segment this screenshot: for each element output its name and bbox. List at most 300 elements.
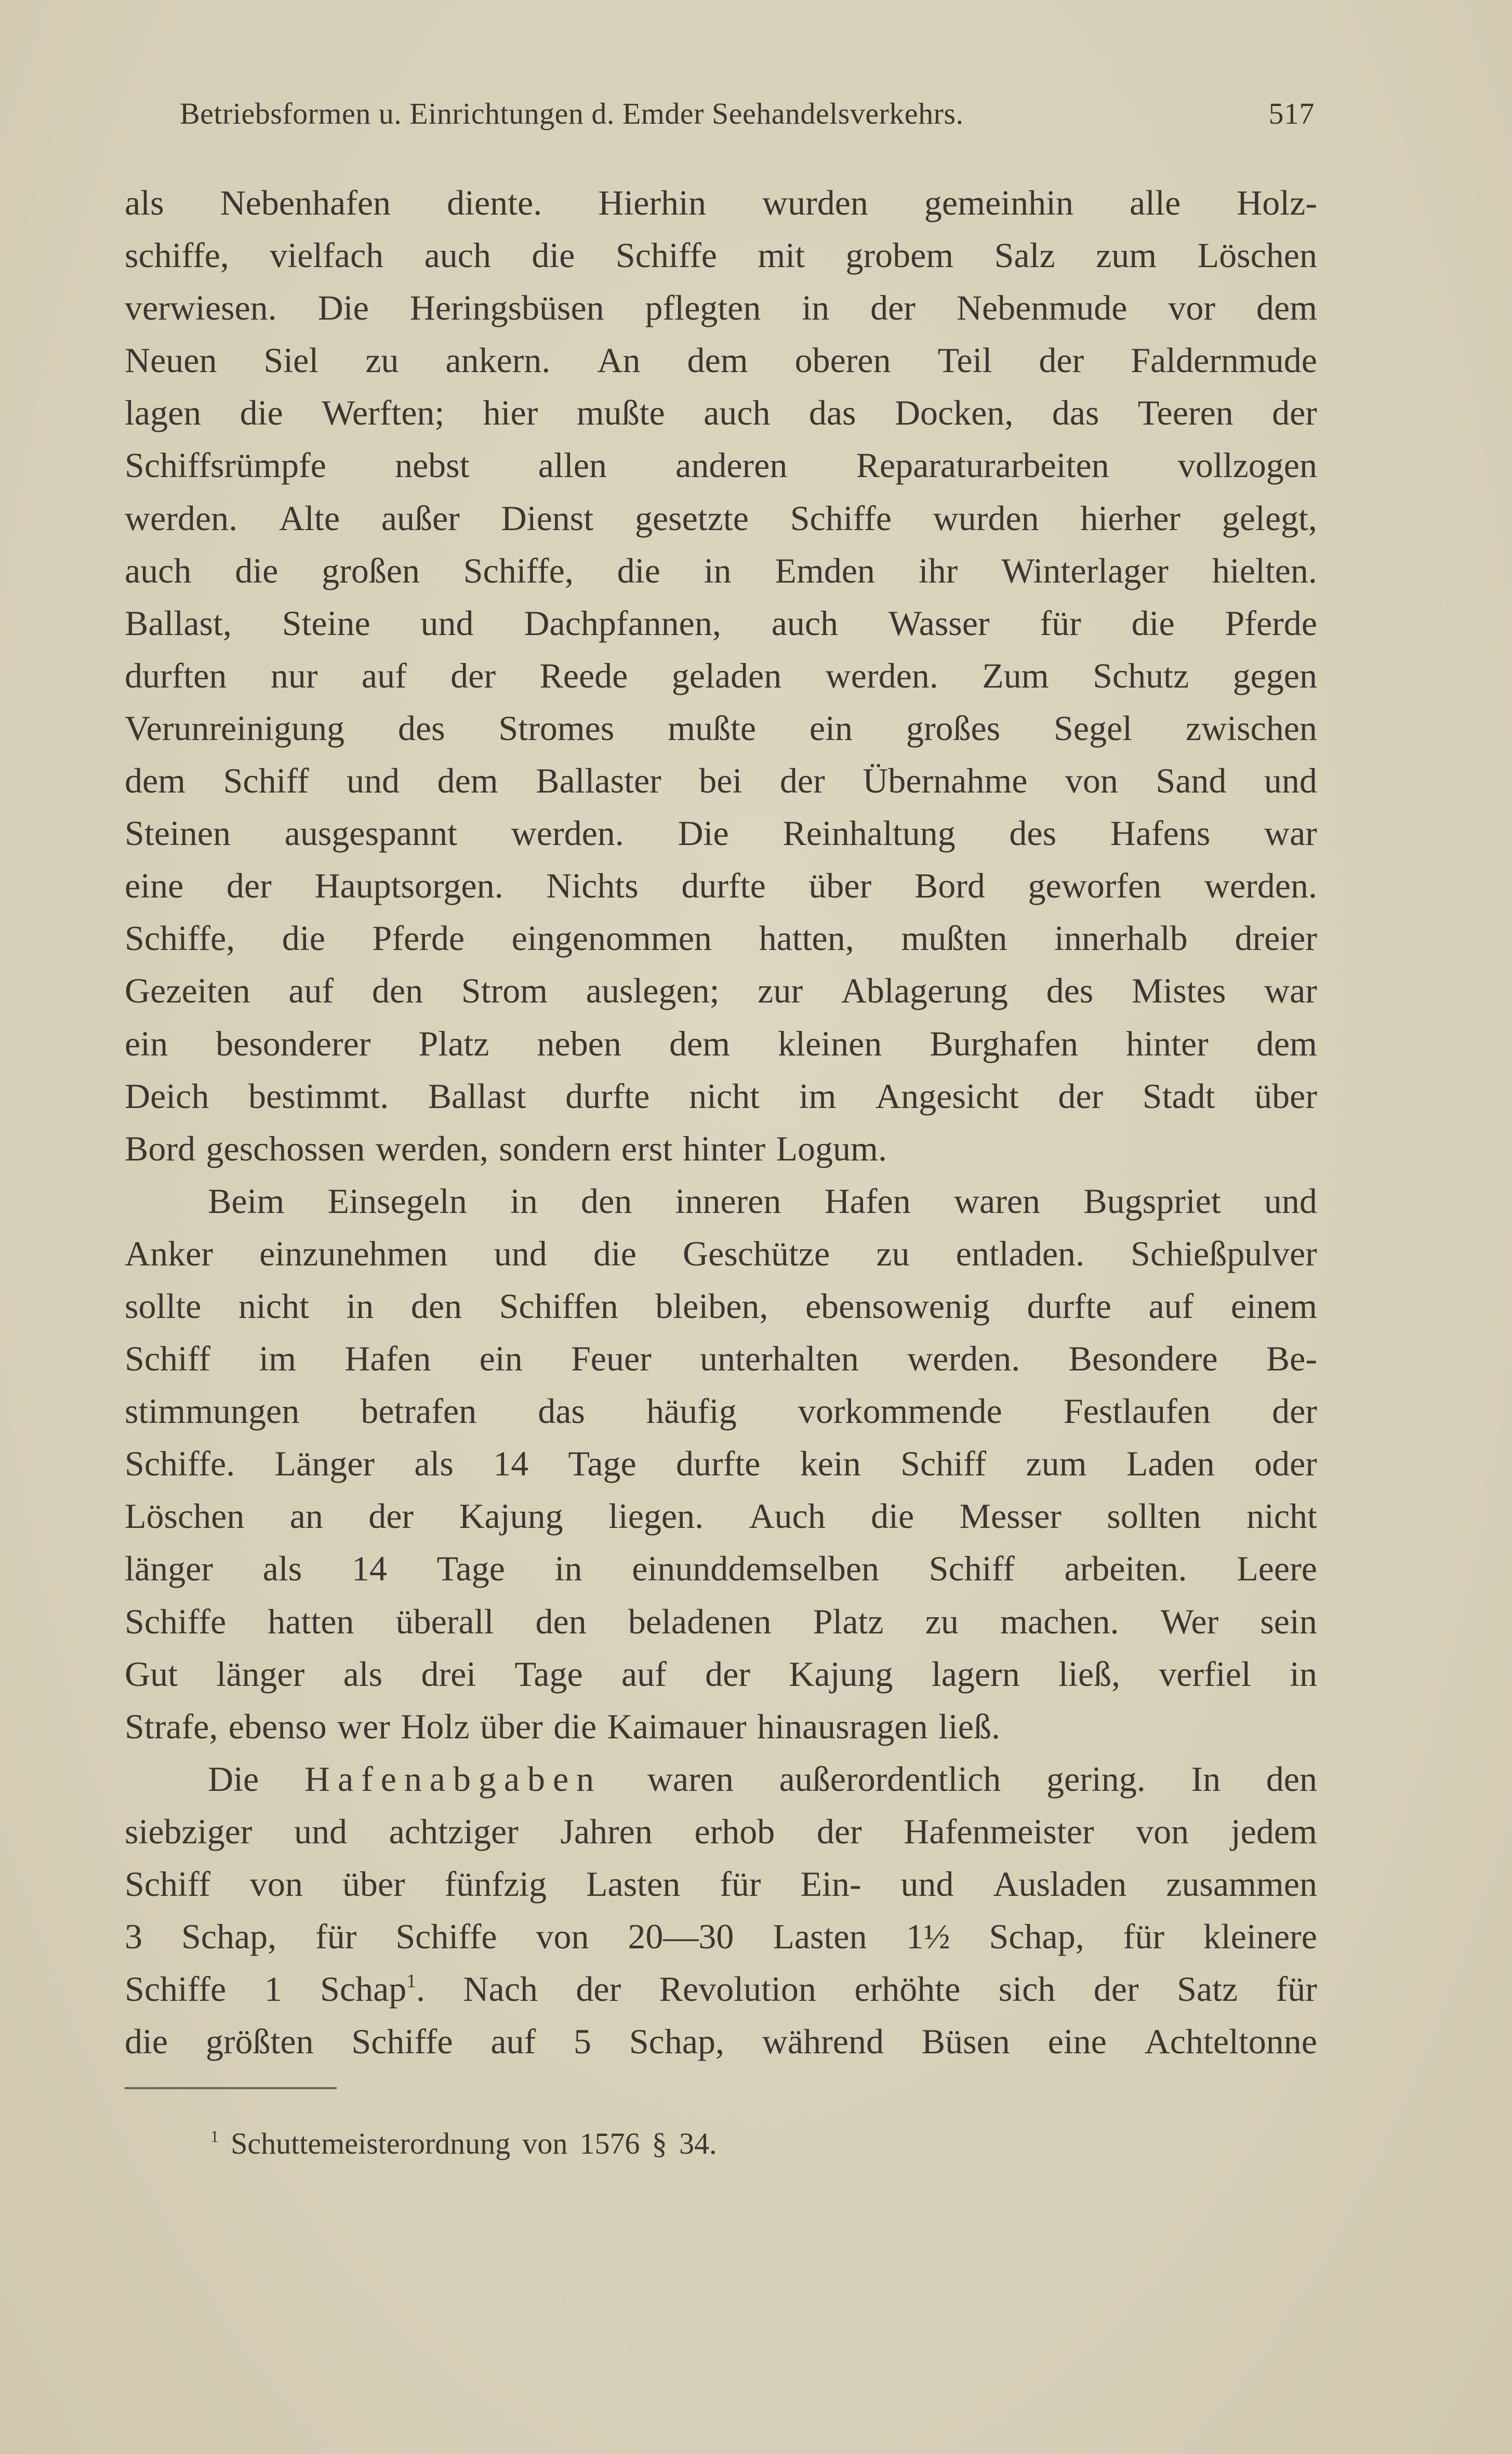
word: Schap, bbox=[989, 1917, 1084, 1957]
word: durften bbox=[125, 655, 227, 695]
word: Laden bbox=[1126, 1444, 1215, 1484]
word: Platz bbox=[813, 1601, 884, 1641]
word: Schiffe, bbox=[463, 550, 574, 590]
word: Pferde bbox=[1225, 603, 1317, 643]
text-line bbox=[125, 1228, 1317, 1280]
word: gelegt, bbox=[1222, 498, 1317, 538]
word: ebenso bbox=[228, 1706, 327, 1746]
word: durfte bbox=[565, 1076, 650, 1116]
word: Ballast bbox=[428, 1076, 526, 1116]
word: Heringsbüsen bbox=[409, 288, 604, 328]
word: Dienst bbox=[501, 498, 594, 538]
word: der bbox=[705, 1654, 750, 1694]
word: beladenen bbox=[628, 1601, 772, 1641]
word: Tage bbox=[568, 1444, 636, 1484]
word: in bbox=[1290, 1654, 1317, 1694]
word: Kaimauer bbox=[607, 1706, 747, 1746]
word: bestimmt. bbox=[248, 1076, 389, 1116]
word: Pferde bbox=[372, 918, 465, 958]
word: sondern bbox=[499, 1128, 611, 1168]
word: Gut bbox=[125, 1654, 178, 1694]
word: in bbox=[554, 1549, 582, 1589]
word: zum bbox=[1026, 1444, 1087, 1484]
word: Revolution bbox=[659, 1969, 816, 2009]
footnote-marker: 1 bbox=[210, 2127, 219, 2146]
word: die bbox=[532, 235, 575, 275]
word: alle bbox=[1129, 183, 1181, 222]
word: Wasser bbox=[888, 603, 990, 643]
word: nicht bbox=[689, 1076, 760, 1116]
word: die bbox=[282, 918, 325, 958]
word: Schap$^1$. bbox=[320, 1969, 425, 2009]
text-line bbox=[125, 1437, 1317, 1490]
word: verwiesen. bbox=[125, 288, 277, 328]
text-line bbox=[125, 702, 1317, 755]
text-line bbox=[125, 439, 1317, 492]
word: Schap, bbox=[181, 1917, 277, 1957]
word: für bbox=[1123, 1917, 1164, 1957]
word: die bbox=[617, 550, 660, 590]
word: Verunreinigung bbox=[125, 708, 345, 748]
text-line bbox=[125, 229, 1317, 282]
word: bei bbox=[699, 761, 742, 801]
word: über bbox=[480, 1706, 543, 1746]
word: Neuen bbox=[125, 340, 217, 380]
word: Schiffe bbox=[790, 498, 892, 538]
word: in bbox=[802, 288, 830, 328]
word: Nebenhafen bbox=[220, 183, 391, 222]
word: war bbox=[1264, 813, 1317, 853]
word: machen. bbox=[1000, 1601, 1119, 1641]
word: hierher bbox=[1080, 498, 1181, 538]
word: besonderer bbox=[216, 1023, 371, 1063]
word: Nebenmude bbox=[956, 288, 1128, 328]
word: die bbox=[871, 1496, 914, 1536]
word: im bbox=[799, 1076, 837, 1116]
word: betrafen bbox=[361, 1391, 477, 1431]
word: Be- bbox=[1266, 1339, 1317, 1379]
word: Reinhaltung bbox=[782, 813, 956, 853]
word: Löschen bbox=[125, 1496, 245, 1536]
word: Bord bbox=[125, 1128, 195, 1168]
word: von bbox=[1065, 761, 1118, 801]
word: für bbox=[1040, 603, 1081, 643]
word: die bbox=[593, 1233, 636, 1273]
word: Stadt bbox=[1142, 1076, 1215, 1116]
word: Winterlager bbox=[1001, 550, 1169, 590]
word: das bbox=[1052, 393, 1099, 433]
word: werden. bbox=[125, 498, 238, 538]
word: und bbox=[347, 761, 400, 801]
word: Teil bbox=[937, 340, 992, 380]
word: der bbox=[576, 1969, 621, 2009]
word: großes bbox=[906, 708, 1001, 748]
text-line bbox=[125, 334, 1317, 387]
word: des bbox=[1046, 971, 1094, 1011]
word: oberen bbox=[794, 340, 891, 380]
word: innerhalb bbox=[1054, 918, 1188, 958]
word: Die bbox=[317, 288, 369, 328]
word: Lasten bbox=[586, 1864, 681, 1904]
word: in bbox=[704, 550, 732, 590]
word: vor bbox=[1168, 288, 1215, 328]
text-line bbox=[125, 492, 1317, 545]
word: wurden bbox=[762, 183, 868, 222]
text-line bbox=[125, 912, 1317, 965]
text-line bbox=[125, 965, 1317, 1017]
text-line bbox=[125, 1490, 1317, 1542]
word: Steinen bbox=[125, 813, 231, 853]
word: gesetzte bbox=[634, 498, 749, 538]
text-line bbox=[125, 807, 1317, 860]
word: 20—30 bbox=[628, 1917, 734, 1957]
word: auf bbox=[621, 1654, 667, 1694]
word: hinter bbox=[1126, 1023, 1209, 1063]
text-line bbox=[125, 387, 1317, 439]
word: An bbox=[597, 340, 641, 380]
text-line bbox=[125, 1385, 1317, 1437]
word: fünfzig bbox=[444, 1864, 547, 1904]
word: Einsegeln bbox=[327, 1181, 467, 1221]
word: Schiff bbox=[125, 1864, 210, 1904]
page-number: 517 bbox=[1268, 96, 1315, 130]
paragraph bbox=[125, 1753, 1317, 2068]
text-line bbox=[125, 1018, 1317, 1070]
word: 1½ bbox=[906, 1917, 950, 1957]
word: einunddemselben bbox=[632, 1549, 880, 1589]
word: Siel bbox=[263, 340, 319, 380]
word: 5 bbox=[574, 2022, 592, 2062]
word: Festlaufen bbox=[1063, 1391, 1211, 1431]
word: zusammen bbox=[1166, 1864, 1317, 1904]
text-line bbox=[125, 177, 1317, 229]
text-line bbox=[125, 597, 1317, 650]
word: Hafens bbox=[1110, 813, 1211, 853]
word: ein bbox=[479, 1339, 523, 1379]
word: Schiff bbox=[125, 1339, 210, 1379]
word: der bbox=[1272, 1391, 1317, 1431]
word: Satz bbox=[1177, 1969, 1238, 2009]
word: siebziger bbox=[125, 1811, 253, 1851]
word: sollten bbox=[1107, 1496, 1201, 1536]
word: gering. bbox=[1046, 1759, 1146, 1799]
word: und bbox=[900, 1864, 954, 1904]
word: in bbox=[346, 1286, 374, 1326]
word: Tage bbox=[514, 1654, 583, 1694]
word: Hafen bbox=[824, 1181, 911, 1221]
word: Reede bbox=[539, 655, 628, 695]
word: Lasten bbox=[773, 1917, 867, 1957]
footnote bbox=[210, 2123, 717, 2165]
word: die bbox=[125, 2022, 168, 2062]
word: geladen bbox=[671, 655, 782, 695]
word: Auch bbox=[749, 1496, 826, 1536]
word: Schiffsrümpfe bbox=[125, 445, 326, 485]
word: lagern bbox=[931, 1654, 1020, 1694]
word: Holz- bbox=[1237, 183, 1317, 222]
word: die bbox=[235, 550, 278, 590]
word: Hafenmeister bbox=[904, 1811, 1094, 1851]
text-line bbox=[125, 1280, 1317, 1332]
word: der bbox=[226, 866, 272, 906]
word: pflegten bbox=[645, 288, 761, 328]
word: grobem bbox=[845, 235, 954, 275]
word: einzunehmen bbox=[259, 1233, 448, 1273]
word: nebst bbox=[395, 445, 470, 485]
word: wer bbox=[337, 1706, 390, 1746]
word: jedem bbox=[1230, 1811, 1317, 1851]
word: die bbox=[240, 393, 283, 433]
word: Hafenabgaben bbox=[304, 1759, 602, 1799]
word: Angesicht bbox=[876, 1076, 1019, 1116]
word: vielfach bbox=[270, 235, 384, 275]
word: Sand bbox=[1156, 761, 1227, 801]
word: für bbox=[1276, 1969, 1317, 2009]
text-line bbox=[125, 755, 1317, 807]
word: Schiffe. bbox=[125, 1444, 235, 1484]
word: ein bbox=[809, 708, 853, 748]
word: hatten, bbox=[759, 918, 854, 958]
word: ihr bbox=[918, 550, 958, 590]
word: Geschütze bbox=[683, 1233, 830, 1273]
word: und bbox=[420, 603, 474, 643]
word: der bbox=[779, 761, 825, 801]
word: das bbox=[538, 1391, 585, 1431]
word: Löschen bbox=[1197, 235, 1317, 275]
word: auch bbox=[424, 235, 491, 275]
word: außerordentlich bbox=[779, 1759, 1001, 1799]
word: außer bbox=[381, 498, 460, 538]
word: nicht bbox=[1246, 1496, 1317, 1536]
word: auf bbox=[490, 2022, 536, 2062]
word: Deich bbox=[125, 1076, 209, 1116]
word: und bbox=[494, 1233, 547, 1273]
word: Salz bbox=[994, 235, 1055, 275]
word: ausgespannt bbox=[284, 813, 458, 853]
word: hielten. bbox=[1212, 550, 1317, 590]
word: ankern. bbox=[445, 340, 551, 380]
word: geworfen bbox=[1028, 866, 1162, 906]
word: Mistes bbox=[1131, 971, 1226, 1011]
word: waren bbox=[953, 1181, 1041, 1221]
word: ebensowenig bbox=[805, 1286, 990, 1326]
word: wurden bbox=[933, 498, 1039, 538]
word: dem bbox=[125, 761, 186, 801]
text-line bbox=[125, 1595, 1317, 1648]
word: Die bbox=[208, 1759, 259, 1799]
word: dem bbox=[687, 340, 748, 380]
word: Achteltonne bbox=[1144, 2022, 1317, 2062]
word: Büsen bbox=[921, 2022, 1010, 2062]
word: werden. bbox=[825, 655, 938, 695]
word: Schiffe bbox=[615, 235, 717, 275]
word: dem bbox=[1256, 288, 1317, 328]
word: entladen. bbox=[956, 1233, 1085, 1273]
word: Dachpfannen, bbox=[524, 603, 721, 643]
word: 3 bbox=[125, 1917, 142, 1957]
word: in bbox=[510, 1181, 538, 1221]
word: zum bbox=[1096, 235, 1157, 275]
word: Segel bbox=[1053, 708, 1133, 748]
word: von bbox=[1136, 1811, 1189, 1851]
word: diente. bbox=[447, 183, 542, 222]
word: den bbox=[581, 1181, 632, 1221]
text-line bbox=[125, 1542, 1317, 1595]
body-text bbox=[125, 177, 1317, 2068]
word: Bord bbox=[914, 866, 985, 906]
word: anderen bbox=[675, 445, 788, 485]
word: 14 bbox=[351, 1549, 387, 1589]
word: der bbox=[1093, 1969, 1139, 2009]
word: hatten bbox=[268, 1601, 354, 1641]
word: 14 bbox=[493, 1444, 529, 1484]
word: stimmungen bbox=[125, 1391, 300, 1431]
word: Anker bbox=[125, 1233, 213, 1273]
word: der bbox=[1039, 340, 1084, 380]
word: länger bbox=[125, 1549, 213, 1589]
word: kleinen bbox=[778, 1023, 882, 1063]
text-line bbox=[125, 545, 1317, 597]
word: Schiffe bbox=[351, 2022, 453, 2062]
text-line bbox=[125, 1175, 1317, 1228]
word: Werften; bbox=[322, 393, 445, 433]
word: Kajung bbox=[789, 1654, 893, 1694]
word: größten bbox=[205, 2022, 314, 2062]
word: an bbox=[289, 1496, 323, 1536]
word: den bbox=[1266, 1759, 1317, 1799]
text-line bbox=[125, 1332, 1317, 1385]
word: Kajung bbox=[459, 1496, 563, 1536]
word: erst bbox=[621, 1128, 673, 1168]
text-line bbox=[125, 1805, 1317, 1858]
word: achtziger bbox=[389, 1811, 519, 1851]
word: überall bbox=[395, 1601, 494, 1641]
word: dreier bbox=[1235, 918, 1317, 958]
word: länger bbox=[216, 1654, 305, 1694]
word: Ablagerung bbox=[841, 971, 1008, 1011]
word: des bbox=[1009, 813, 1057, 853]
word: war bbox=[1264, 971, 1317, 1011]
word: Holz bbox=[401, 1706, 470, 1746]
word: kein bbox=[800, 1444, 861, 1484]
word: gegen bbox=[1232, 655, 1317, 695]
word: Jahren bbox=[560, 1811, 653, 1851]
word: Teeren bbox=[1137, 393, 1234, 433]
word: Länger bbox=[274, 1444, 375, 1484]
word: auf bbox=[288, 971, 334, 1011]
word: unterhalten bbox=[700, 1339, 859, 1379]
word: hinausragen bbox=[757, 1706, 928, 1746]
word: durfte bbox=[676, 1444, 761, 1484]
word: im bbox=[259, 1339, 296, 1379]
word: der bbox=[1272, 393, 1317, 433]
word: Nichts bbox=[546, 866, 639, 906]
word: neben bbox=[537, 1023, 621, 1063]
word: der bbox=[870, 288, 916, 328]
word: Hauptsorgen. bbox=[314, 866, 503, 906]
text-line bbox=[125, 1858, 1317, 1910]
word: der bbox=[816, 1811, 862, 1851]
word: Ein- bbox=[800, 1864, 861, 1904]
word: sollte bbox=[125, 1286, 202, 1326]
word: von bbox=[536, 1917, 589, 1957]
word: Leere bbox=[1237, 1549, 1317, 1589]
word: Schiff bbox=[900, 1444, 987, 1484]
word: auf bbox=[1148, 1286, 1194, 1326]
word: für bbox=[315, 1917, 357, 1957]
text-line bbox=[125, 1963, 1317, 2015]
word: geschossen bbox=[206, 1128, 365, 1168]
word: durfte bbox=[681, 866, 766, 906]
word: mußte bbox=[576, 393, 665, 433]
word: inneren bbox=[675, 1181, 781, 1221]
word: mußte bbox=[668, 708, 757, 748]
word: mußten bbox=[901, 918, 1007, 958]
text-line bbox=[125, 1910, 1317, 1963]
text-line bbox=[125, 1648, 1317, 1700]
word: für bbox=[720, 1864, 761, 1904]
word: auslegen; bbox=[586, 971, 720, 1011]
word: Ausladen bbox=[993, 1864, 1127, 1904]
word: Messer bbox=[959, 1496, 1062, 1536]
word: eine bbox=[125, 866, 184, 906]
text-line bbox=[125, 282, 1317, 334]
word: allen bbox=[538, 445, 607, 485]
word: drei bbox=[421, 1654, 476, 1694]
word: großen bbox=[322, 550, 420, 590]
word: eingenommen bbox=[511, 918, 712, 958]
word: Docken, bbox=[894, 393, 1014, 433]
word: Strafe, bbox=[125, 1706, 218, 1746]
word: waren bbox=[647, 1759, 734, 1799]
text-line bbox=[125, 860, 1317, 912]
word: nur bbox=[270, 655, 318, 695]
text-line bbox=[125, 2015, 1317, 2068]
word: mit bbox=[758, 235, 805, 275]
word: dem bbox=[437, 761, 498, 801]
word: dem bbox=[1256, 1023, 1317, 1063]
word: erhob bbox=[694, 1811, 775, 1851]
word: Zum bbox=[982, 655, 1049, 695]
word: auch bbox=[771, 603, 839, 643]
word: Die bbox=[678, 813, 729, 853]
word: Strom bbox=[461, 971, 548, 1011]
word: den bbox=[410, 1286, 462, 1326]
word: über bbox=[808, 866, 872, 906]
word: werden. bbox=[1204, 866, 1317, 906]
word: einem bbox=[1230, 1286, 1317, 1326]
word: vorkommende bbox=[798, 1391, 1002, 1431]
text-line bbox=[125, 1123, 1317, 1175]
word: Ballaster bbox=[536, 761, 661, 801]
word: hier bbox=[483, 393, 538, 433]
word: kleinere bbox=[1203, 1917, 1317, 1957]
word: hinter bbox=[683, 1128, 766, 1168]
word: der bbox=[450, 655, 496, 695]
word: werden. bbox=[511, 813, 624, 853]
word: Schiffe bbox=[395, 1917, 497, 1957]
word: dem bbox=[669, 1023, 731, 1063]
word: Wer bbox=[1160, 1601, 1219, 1641]
word: Reparaturarbeiten bbox=[856, 445, 1109, 485]
word: Steine bbox=[282, 603, 370, 643]
word: die bbox=[553, 1706, 597, 1746]
word: Schiff bbox=[929, 1549, 1015, 1589]
word: liegen. bbox=[608, 1496, 704, 1536]
word: arbeiten. bbox=[1064, 1549, 1187, 1589]
word: In bbox=[1191, 1759, 1221, 1799]
word: Faldernmude bbox=[1131, 340, 1317, 380]
